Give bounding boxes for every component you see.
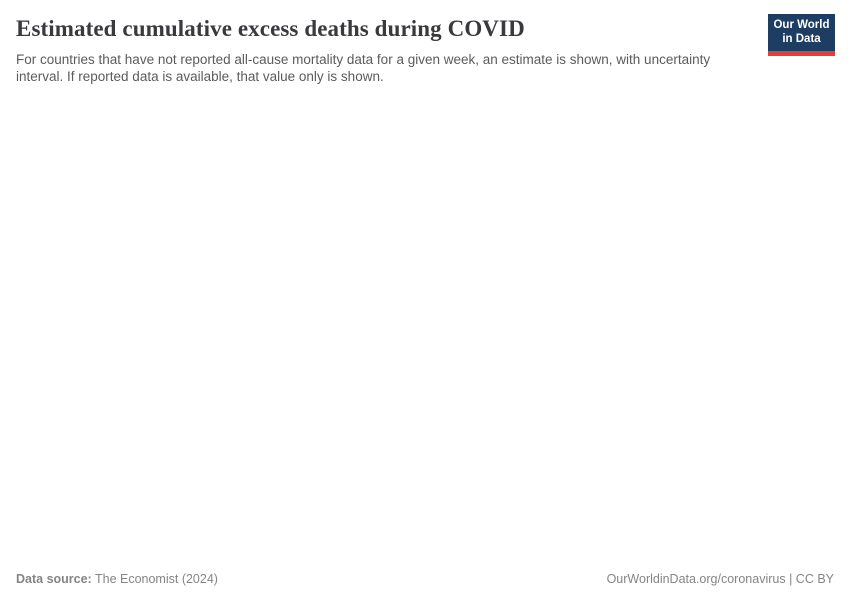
data-source-value: The Economist (2024): [91, 572, 218, 586]
chart-header: [16, 15, 755, 86]
owid-logo-accent-bar: [768, 51, 835, 56]
chart-subtitle: For countries that have not reported all-cause mortality data for a given week, an estimate is shown, with uncertainty interval. If reported data is available, that value only is shown.: [16, 51, 711, 85]
license-link[interactable]: CC BY: [795, 572, 834, 586]
chart-title: Estimated cumulative excess deaths during COVID: [16, 16, 525, 41]
owid-url-link[interactable]: OurWorldinData.org/coronavirus: [606, 572, 786, 586]
owid-logo-text: [768, 14, 835, 51]
data-source: [16, 572, 218, 587]
chart-footer: [16, 572, 834, 587]
owid-logo[interactable]: [768, 14, 835, 56]
credit-separator: |: [785, 572, 796, 586]
owid-logo-line1: Our World: [773, 19, 830, 31]
chart-area: [16, 100, 834, 555]
owid-logo-line2: in Data: [782, 32, 821, 45]
credit-line: [607, 572, 834, 587]
data-source-label: Data source:: [16, 572, 92, 586]
